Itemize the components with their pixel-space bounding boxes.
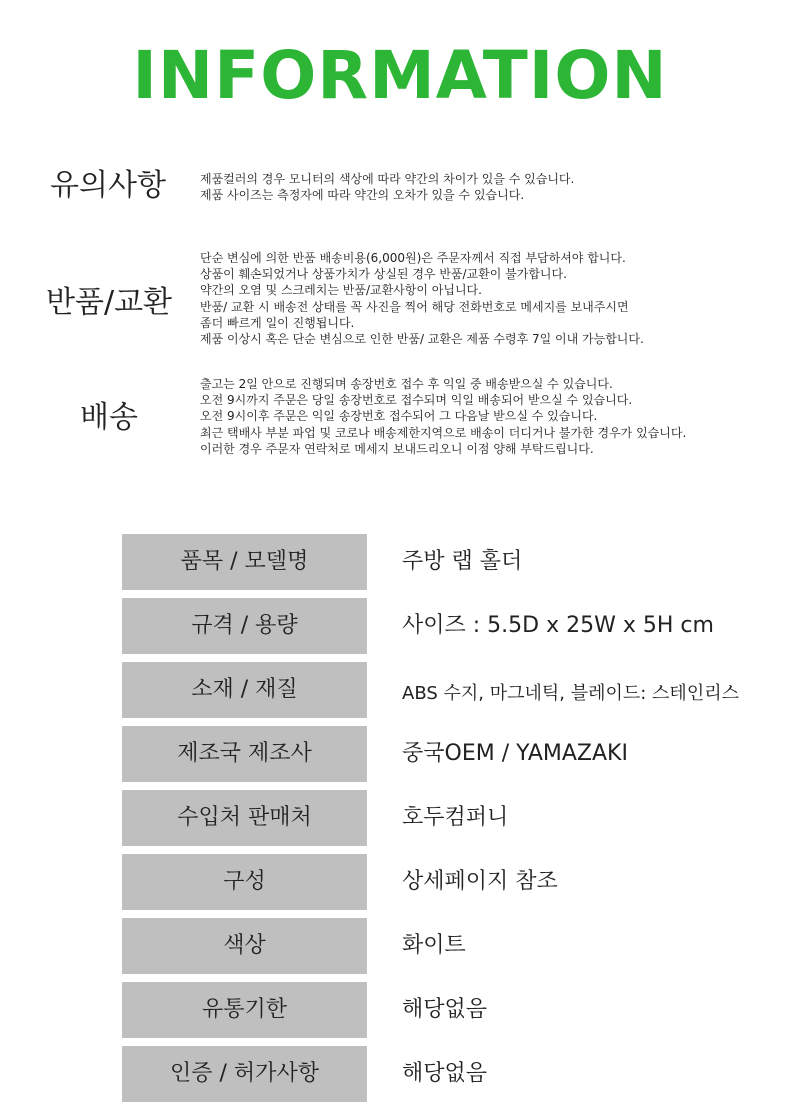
spec-value: 중국OEM / YAMAZAKI xyxy=(402,741,628,766)
spec-row xyxy=(122,534,762,590)
spec-value: 상세페이지 참조 xyxy=(402,869,558,894)
spec-key: 제조국 제조사 xyxy=(122,726,367,782)
return-exchange-text xyxy=(200,250,644,347)
spec-value: 호두컴퍼니 xyxy=(402,805,509,830)
shipping-line: 오전 9시까지 주문은 당일 송장번호로 접수되며 익일 배송되어 받으실 수 있습니다. xyxy=(200,393,633,408)
notice-text xyxy=(200,171,574,203)
shipping-line: 오전 9시이후 주문은 익일 송장번호 접수되어 그 다음날 받으실 수 있습니다. xyxy=(200,409,598,424)
return-line: 반품/ 교환 시 배송전 상태를 꼭 사진을 찍어 해당 전화번호로 메세지를 보내주시면 xyxy=(200,299,629,314)
spec-key: 규격 / 용량 xyxy=(122,598,367,654)
return-line: 제품 이상시 혹은 단순 변심으로 인한 반품/ 교환은 제품 수령후 7일 이내 가능합니다. xyxy=(200,332,644,347)
spec-row xyxy=(122,918,762,974)
spec-row xyxy=(122,726,762,782)
spec-key: 색상 xyxy=(122,918,367,974)
spec-value: 화이트 xyxy=(402,933,466,958)
spec-value: ABS 수지, 마그네틱, 블레이드: 스테인리스 xyxy=(402,683,739,704)
spec-row xyxy=(122,662,762,718)
spec-key: 품목 / 모델명 xyxy=(122,534,367,590)
spec-key: 유통기한 xyxy=(122,982,367,1038)
spec-row xyxy=(122,854,762,910)
spec-key: 인증 / 허가사항 xyxy=(122,1046,367,1102)
shipping-line: 최근 택배사 부분 파업 및 코로나 배송제한지역으로 배송이 더디거나 불가한 경우가 있습니다. xyxy=(200,425,687,440)
shipping-text xyxy=(200,376,686,457)
notice-line: 제품 사이즈는 측정자에 따라 약간의 오차가 있을 수 있습니다. xyxy=(200,188,525,203)
spec-row xyxy=(122,598,762,654)
spec-key: 소재 / 재질 xyxy=(122,662,367,718)
notice-label: 유의사항 xyxy=(50,168,166,203)
spec-row xyxy=(122,1046,762,1102)
shipping-line: 이러한 경우 주문자 연락처로 메세지 보내드리오니 이점 양해 부탁드립니다. xyxy=(200,441,594,456)
spec-key: 구성 xyxy=(122,854,367,910)
return-line: 상품이 훼손되었거나 상품가치가 상실된 경우 반품/교환이 불가합니다. xyxy=(200,267,567,282)
spec-value: 해당없음 xyxy=(402,1061,488,1086)
spec-row xyxy=(122,982,762,1038)
spec-row xyxy=(122,790,762,846)
shipping-label: 배송 xyxy=(80,400,138,435)
spec-value: 사이즈 : 5.5D x 25W x 5H cm xyxy=(402,613,714,638)
spec-value: 주방 랩 홀더 xyxy=(402,549,523,574)
page-title: INFORMATION xyxy=(132,37,668,114)
return-exchange-label: 반품/교환 xyxy=(46,285,173,320)
return-line: 좀더 빠르게 일이 진행됩니다. xyxy=(200,315,355,330)
return-line: 약간의 오염 및 스크레치는 반품/교환사항이 아닙니다. xyxy=(200,283,482,298)
notice-line: 제품컬러의 경우 모니터의 색상에 따라 약간의 차이가 있을 수 있습니다. xyxy=(200,172,575,186)
spec-value: 해당없음 xyxy=(402,997,488,1022)
spec-key: 수입처 판매처 xyxy=(122,790,367,846)
shipping-line: 출고는 2일 안으로 진행되며 송장번호 접수 후 익일 중 배송받으실 수 있습니다. xyxy=(200,377,613,391)
return-line: 단순 변심에 의한 반품 배송비용(6,000원)은 주문자께서 직접 부담하셔야 합니다. xyxy=(200,251,626,265)
